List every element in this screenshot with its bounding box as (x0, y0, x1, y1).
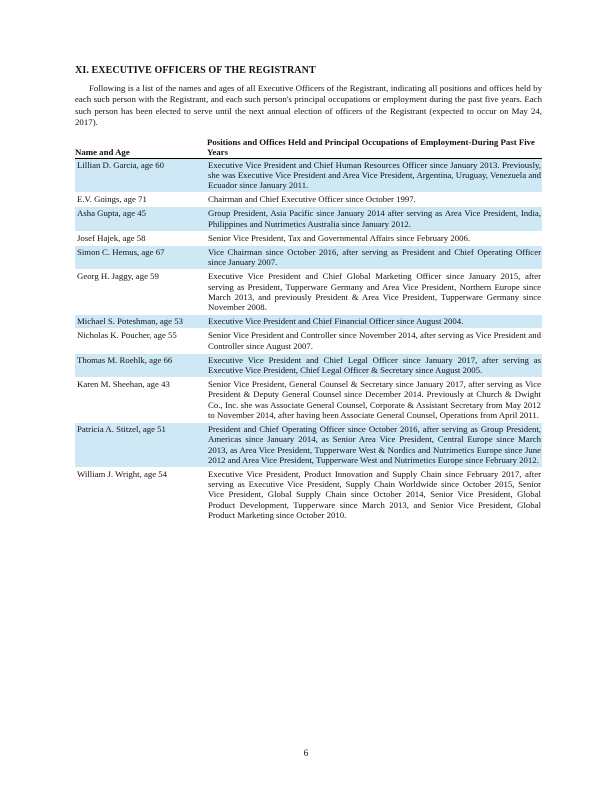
table-row (75, 353, 542, 377)
table-row (75, 467, 542, 522)
officer-positions: Vice Chairman since October 2016, after serving as President and Chief Operating Officer since January 2007. (207, 246, 542, 270)
officer-name: Karen M. Sheehan, age 43 (75, 378, 207, 423)
officer-name: Asha Gupta, age 45 (75, 207, 207, 231)
table-header-row (75, 137, 542, 159)
table-row (75, 231, 542, 245)
officer-name: Nicholas K. Poucher, age 55 (75, 329, 207, 353)
table-row (75, 207, 542, 231)
officer-positions: Executive Vice President and Chief Global Marketing Officer since January 2015, after serving as President, Tupperware Germany and Area Vice President, Northern Europe since March 2013, and previously President & Area Vice President, Tupperware Germany since November 2008. (207, 270, 542, 315)
officer-positions: Executive Vice President and Chief Financial Officer since August 2004. (207, 315, 542, 329)
table-row (75, 378, 542, 423)
officer-positions: Executive Vice President and Chief Legal Officer since January 2017, after serving as Executive Vice President, Chief Legal Officer & Secretary since August 2005. (207, 353, 542, 377)
table-row (75, 158, 542, 193)
table-row (75, 315, 542, 329)
officer-positions: Senior Vice President, General Counsel & Secretary since January 2017, after serving as Vice President & Deputy General Counsel since December 2014. Previously at Church & Dwight Co., Inc. she was Associate General Counsel, Corporate & Assistant Secretary from May 2012 to November 2014, after having been Associate General Counsel, Operations from April 2011. (207, 378, 542, 423)
officer-positions: Executive Vice President and Chief Human Resources Officer since January 2013. Previously, she was Executive Vice President and Area Vice President, Argentina, Uruguay, Venezuela and Ecuador since January 2011. (207, 158, 542, 193)
table-row (75, 246, 542, 270)
officer-positions: President and Chief Operating Officer since October 2016, after serving as Group President, Americas since January 2014, as Senior Area Vice President, Central Europe since March 2013, as Area Vice President, Tupperware West & Nordics and Nutrimetics Europe since June 2012 and Area Vice President, Tupperware West and Nutrimetics Europe since February 2012. (207, 423, 542, 468)
section-title: XI. EXECUTIVE OFFICERS OF THE REGISTRANT (75, 65, 316, 76)
header-name-and-age: Name and Age (75, 137, 207, 159)
intro-paragraph: Following is a list of the names and ages of all Executive Officers of the Registrant, indicating all positions and offices held by each such person with the Registrant, and each such person's principal occupations or employment during the past five years. Each such person has been elected to serve until the next annual election of officers of the Registrant (expected to occur on May 24, 2017). (75, 83, 542, 128)
officer-positions: Group President, Asia Pacific since January 2014 after serving as Area Vice President, India, Philippines and Nutrimetics Australia since January 2012. (207, 207, 542, 231)
officer-name: Simon C. Hemus, age 67 (75, 246, 207, 270)
officer-positions: Executive Vice President, Product Innovation and Supply Chain since February 2017, after serving as Executive Vice President, Supply Chain Worldwide since October 2015, Senior Vice President, Global Supply Chain since October 2014, Senior Vice President, Global Product Development, Tupperware since March 2013, and Senior Vice President, Global Product Marketing since October 2010. (207, 467, 542, 522)
document-body (75, 65, 542, 523)
page-number: 6 (303, 749, 309, 759)
officer-name: Thomas M. Roehlk, age 66 (75, 353, 207, 377)
officer-positions: Senior Vice President, Tax and Governmental Affairs since February 2006. (207, 231, 542, 245)
table-row (75, 193, 542, 207)
officer-name: Patricia A. Stitzel, age 51 (75, 423, 207, 468)
officer-name: Michael S. Poteshman, age 53 (75, 315, 207, 329)
table-row (75, 329, 542, 353)
officer-positions: Senior Vice President and Controller since November 2014, after serving as Vice President and Controller since August 2007. (207, 329, 542, 353)
officer-name: Lillian D. Garcia, age 60 (75, 158, 207, 193)
header-positions: Positions and Offices Held and Principal Occupations of Employment-During Past Five Years (207, 137, 542, 159)
executive-officers-table (75, 137, 542, 523)
table-row (75, 270, 542, 315)
officer-name: William J. Wright, age 54 (75, 467, 207, 522)
officer-positions: Chairman and Chief Executive Officer since October 1997. (207, 193, 542, 207)
officer-name: Josef Hajek, age 58 (75, 231, 207, 245)
table-row (75, 423, 542, 468)
officer-name: E.V. Goings, age 71 (75, 193, 207, 207)
officer-name: Georg H. Jaggy, age 59 (75, 270, 207, 315)
